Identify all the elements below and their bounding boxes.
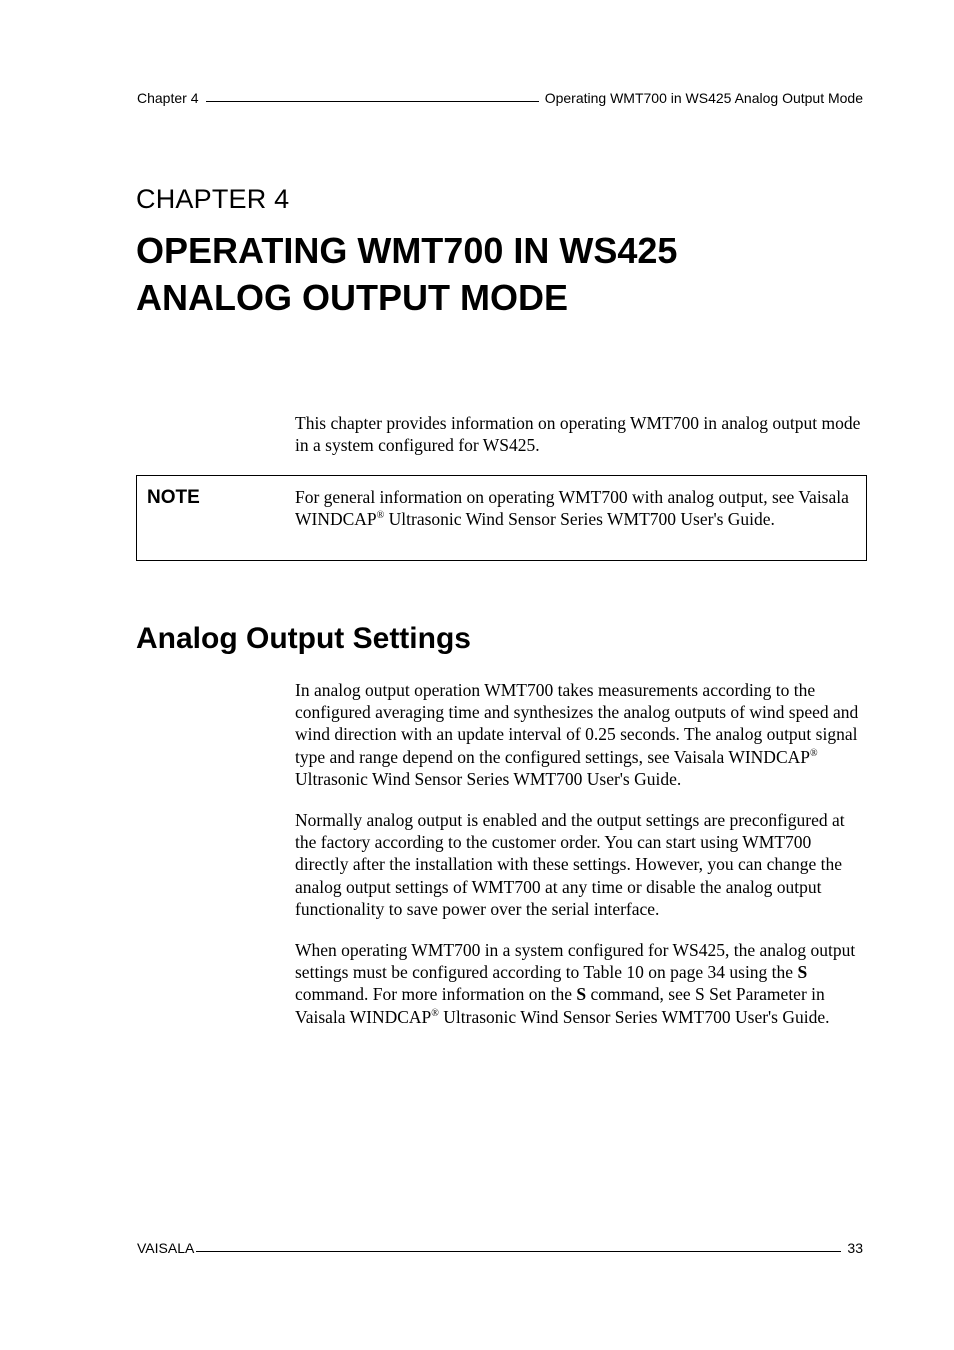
- chapter-title: [136, 227, 836, 321]
- s-command: S: [576, 984, 587, 1005]
- chapter-title-line-1: OPERATING WMT700 IN WS425: [136, 230, 678, 271]
- header-chapter: Chapter 4: [137, 90, 199, 106]
- note-text-part-2: Ultrasonic Wind Sensor Series WMT700 User's Guide.: [384, 509, 775, 530]
- paragraph-1: [295, 679, 865, 790]
- running-footer: [137, 1240, 863, 1256]
- paragraph-3-part-1: When operating WMT700 in a system configured for WS425, the analog output settings must be configured according to Table 10 on page 34 using the: [295, 940, 856, 983]
- note-label: NOTE: [147, 487, 200, 508]
- note-box: [136, 475, 867, 561]
- registered-mark: ®: [431, 1007, 439, 1019]
- paragraph-2: Normally analog output is enabled and the output settings are preconfigured at the factory according to the customer order. You can start using WMT700 directly after the installation with these settings. However, you can change the analog output settings of WMT700 at any time or disable the analog output functionality to save power over the serial interface.: [295, 810, 845, 919]
- section-heading: Analog Output Settings: [136, 622, 471, 655]
- note-text: [295, 486, 860, 530]
- chapter-label: CHAPTER 4: [136, 184, 290, 214]
- registered-mark: ®: [810, 747, 818, 759]
- intro-paragraph: This chapter provides information on operating WMT700 in analog output mode in a system configured for WS425.: [295, 413, 861, 456]
- note-text-part-1: For general information on operating WMT700 with analog output, see Vaisala WINDCAP: [295, 487, 849, 530]
- chapter-title-line-2: ANALOG OUTPUT MODE: [136, 277, 568, 318]
- header-title: Operating WMT700 in WS425 Analog Output Mode: [544, 90, 863, 106]
- header-rule: [206, 100, 538, 102]
- paragraph-3-part-2: command. For more information on the: [295, 984, 577, 1005]
- footer-company: VAISALA: [137, 1240, 195, 1256]
- paragraph-3: [295, 939, 865, 1028]
- s-command: S: [797, 962, 808, 983]
- registered-mark: ®: [376, 510, 385, 522]
- paragraph-1-part-1: In analog output operation WMT700 takes measurements according to the configured averaging time and synthesizes the analog outputs of wind speed and wind direction with an update interval of 0.25 seconds. The analog output signal type and range depend on the configured settings, see Vaisala WINDCAP: [295, 680, 859, 767]
- paragraph-1-part-2: Ultrasonic Wind Sensor Series WMT700 User's Guide.: [295, 768, 682, 789]
- section-body: [295, 679, 865, 1047]
- paragraph-3-part-4: Ultrasonic Wind Sensor Series WMT700 User's Guide.: [438, 1006, 830, 1027]
- running-header: [137, 90, 863, 106]
- footer-rule: [196, 1250, 841, 1252]
- page-number: 33: [847, 1240, 863, 1256]
- paragraph-3-part-3: command, see S Set Parameter in Vaisala WINDCAP: [295, 984, 825, 1027]
